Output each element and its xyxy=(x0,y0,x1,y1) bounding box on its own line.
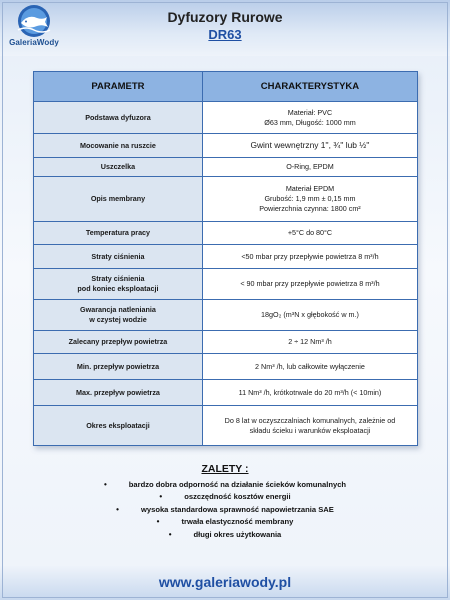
logo-text: GaleriaWody xyxy=(9,38,59,47)
table-row xyxy=(34,222,418,245)
list-item: • trwała elastyczność membrany xyxy=(0,516,450,528)
param-cell: Okres eksploatacji xyxy=(34,406,203,446)
table-row xyxy=(34,269,418,300)
list-item: • wysoka standardowa sprawność napowietrzania SAE xyxy=(0,504,450,516)
list-item: • oszczędność kosztów energii xyxy=(0,491,450,503)
value-cell: +5°C do 80°C xyxy=(202,222,417,245)
table-row xyxy=(34,300,418,331)
table-row xyxy=(34,380,418,406)
column-header-charakterystyka: CHARAKTERYSTYKA xyxy=(202,72,417,102)
table-row xyxy=(34,331,418,354)
value-cell: Gwint wewnętrzny 1'', ¾'' lub ½'' xyxy=(202,134,417,158)
table-row xyxy=(34,177,418,222)
zalety-section xyxy=(0,463,450,541)
spec-table xyxy=(33,71,418,446)
value-cell: < 90 mbar przy przepływie powietrza 8 m³/h xyxy=(202,269,417,300)
param-cell: Max. przepływ powietrza xyxy=(34,380,203,406)
list-item: • długi okres użytkowania xyxy=(0,529,450,541)
value-cell: O-Ring, EPDM xyxy=(202,158,417,177)
table-header-row xyxy=(34,72,418,102)
page-subtitle: DR63 xyxy=(208,27,242,42)
page-title: Dyfuzory Rurowe xyxy=(167,9,283,25)
param-cell: Zalecany przepływ powietrza xyxy=(34,331,203,354)
table-row xyxy=(34,245,418,269)
value-cell: 18gO₂ (m³N x głębokość w m.) xyxy=(202,300,417,331)
table-row xyxy=(34,134,418,158)
param-cell: Min. przepływ powietrza xyxy=(34,354,203,380)
value-cell: <50 mbar przy przepływie powietrza 8 m³/h xyxy=(202,245,417,269)
website-link[interactable]: www.galeriawody.pl xyxy=(158,574,292,590)
table-row xyxy=(34,102,418,134)
param-cell: Straty ciśnienia xyxy=(34,245,203,269)
param-cell: Podstawa dyfuzora xyxy=(34,102,203,134)
column-header-parametr: PARAMETR xyxy=(34,72,203,102)
value-cell: Materiał EPDM Grubość: 1,9 mm ± 0,15 mm Powierzchnia czynna: 1800 cm² xyxy=(202,177,417,222)
value-cell: 2 Nm³ /h, lub całkowite wyłączenie xyxy=(202,354,417,380)
table-row xyxy=(34,158,418,177)
value-cell: Materiał: PVC Ø63 mm, Długość: 1000 mm xyxy=(202,102,417,134)
value-cell: Do 8 lat w oczyszczalniach komunalnych, zależnie od składu ścieku i warunków eksploatacji xyxy=(202,406,417,446)
zalety-list xyxy=(0,479,450,541)
value-cell: 2 ÷ 12 Nm³ /h xyxy=(202,331,417,354)
table-row xyxy=(34,406,418,446)
param-cell: Opis membrany xyxy=(34,177,203,222)
param-cell: Straty ciśnienia pod koniec eksploatacji xyxy=(34,269,203,300)
zalety-title: ZALETY : xyxy=(201,463,249,475)
table-row xyxy=(34,354,418,380)
value-cell: 11 Nm³ /h, krótkotrwale do 20 m³/h (< 10min) xyxy=(202,380,417,406)
param-cell: Uszczelka xyxy=(34,158,203,177)
list-item: • bardzo dobra odporność na działanie ścieków komunalnych xyxy=(0,479,450,491)
param-cell: Temperatura pracy xyxy=(34,222,203,245)
param-cell: Gwarancja natleniania w czystej wodzie xyxy=(34,300,203,331)
param-cell: Mocowanie na ruszcie xyxy=(34,134,203,158)
